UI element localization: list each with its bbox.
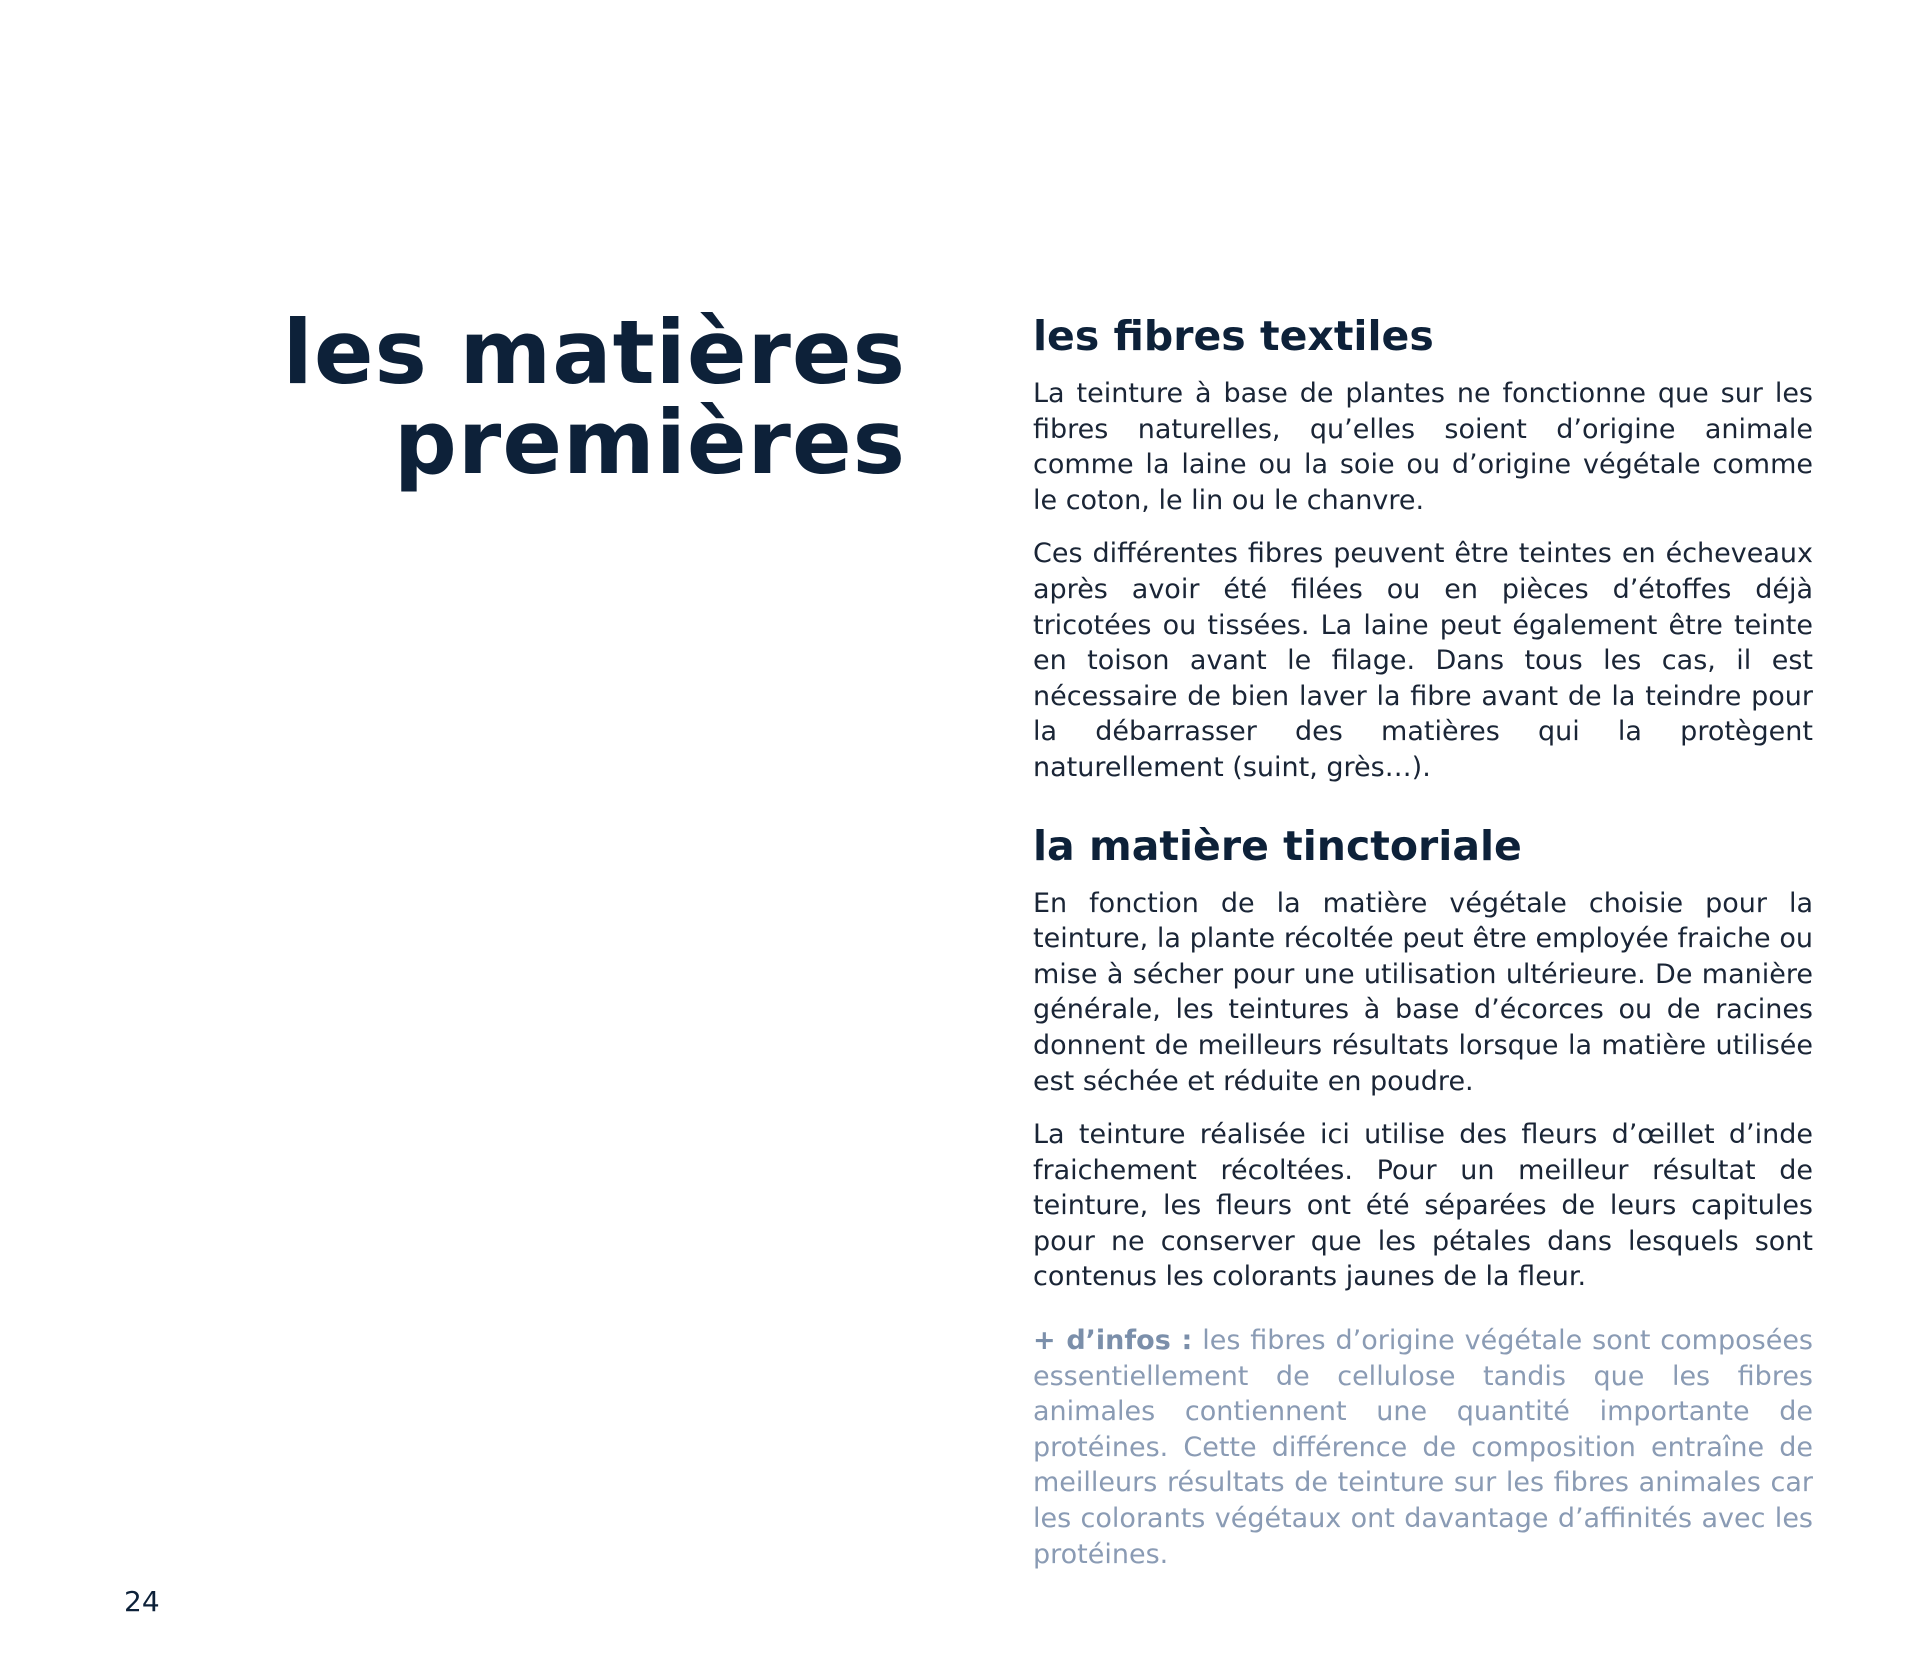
- page-title-line-2: premières: [393, 391, 906, 494]
- info-text: les fibres d’origine végétale sont composées essentiellement de cellulose tandis que les fibres animales contiennent une quantité importante de protéines. Cette différence de composition entraîne de meilleurs résultats de teinture sur les fibres animales car les colorants végétaux ont davantage d’affinités avec les protéines.: [1033, 1325, 1813, 1570]
- paragraph: La teinture à base de plantes ne fonctionne que sur les fibres naturelles, qu’elles soient d’origine animale comme la laine ou la soie ou d’origine végétale comme le coton, le lin ou le chanvre.: [1033, 378, 1813, 516]
- info-label: + d’infos :: [1033, 1325, 1193, 1357]
- section-heading: les fibres textiles: [1033, 312, 1434, 360]
- title-block: [200, 301, 906, 494]
- section-fibres-textiles: [1033, 310, 1813, 786]
- paragraph: En fonction de la matière végétale choisie pour la teinture, la plante récoltée peut être employée fraiche ou mise à sécher pour une utilisation ultérieure. De manière générale, les teintures à base d’écorces ou de racines donnent de meilleurs résultats lorsque la matière utilisée est séchée et réduite en poudre.: [1033, 887, 1813, 1097]
- page-number: 24: [124, 1585, 160, 1618]
- section-matiere-tinctoriale: [1033, 820, 1813, 1296]
- paragraph: La teinture réalisée ici utilise des fleurs d’œillet d’inde fraichement récoltées. Pour un meilleur résultat de teinture, les fleurs ont été séparées de leurs capitules pour ne conserver que les pétales dans lesquels sont contenus les colorants jaunes de la fleur.: [1033, 1119, 1813, 1293]
- paragraph: Ces différentes fibres peuvent être teintes en écheveaux après avoir été filées ou en pièces d’étoffes déjà tricotées ou tissées. La laine peut également être teinte en toison avant le filage. Dans tous les cas, il est nécessaire de bien laver la fibre avant de la teindre pour la débarrasser des matières qui la protègent naturellement (suint, grès…).: [1033, 538, 1813, 783]
- main-content: [1033, 310, 1813, 1572]
- page-title-line-1: les matières: [282, 301, 906, 404]
- page-title: [200, 301, 906, 494]
- info-note: [1033, 1323, 1813, 1572]
- section-heading: la matière tinctoriale: [1033, 821, 1522, 870]
